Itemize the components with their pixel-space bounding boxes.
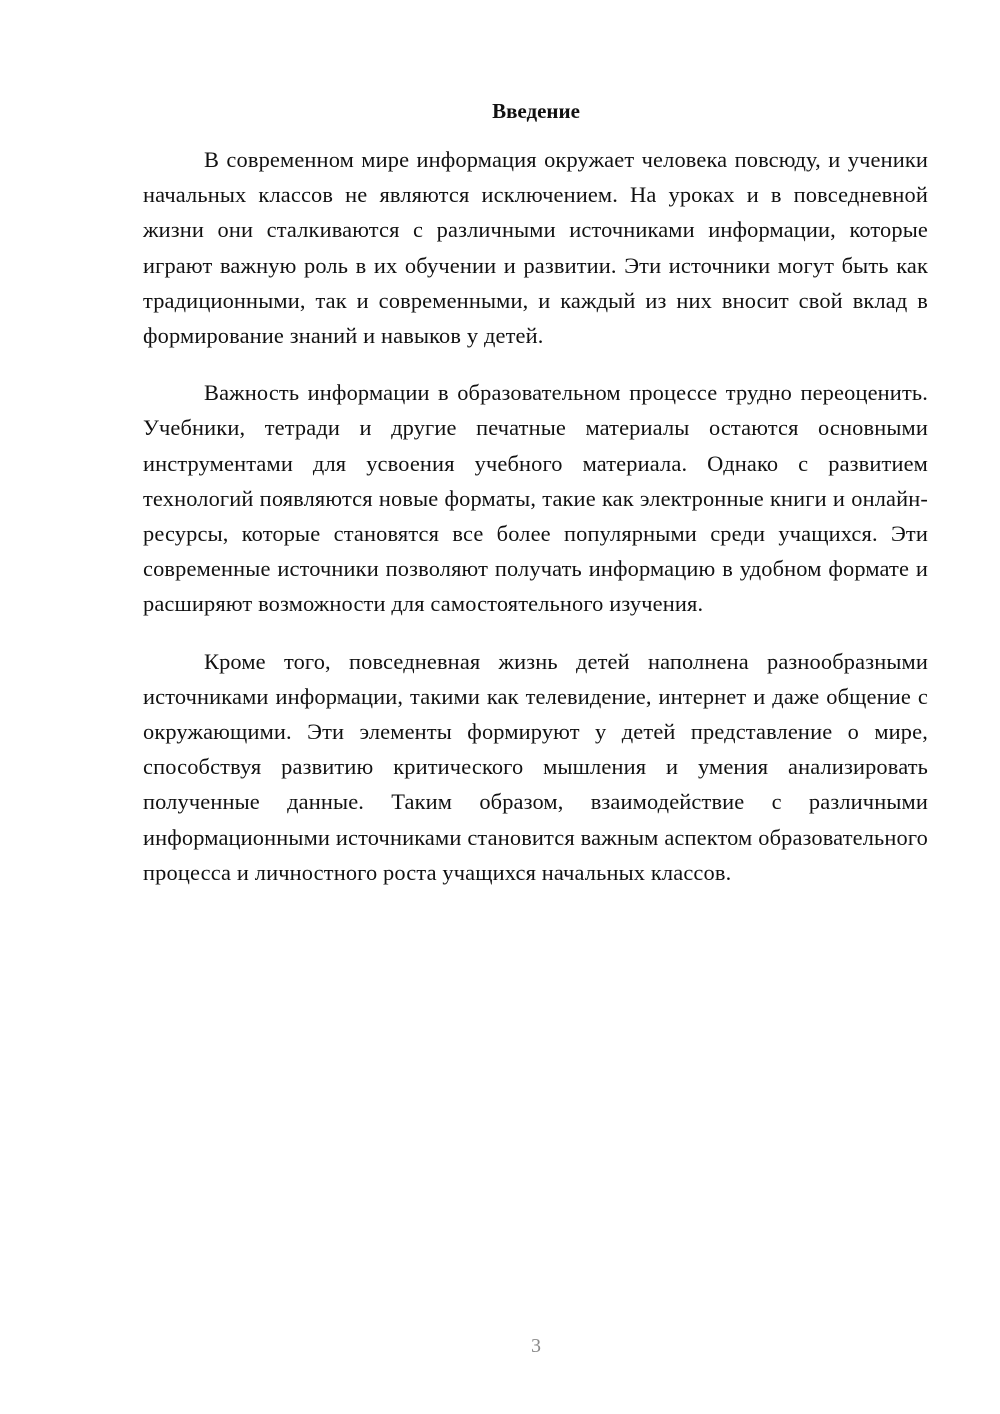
- page-title: Введение: [492, 99, 580, 123]
- paragraph-3: Кроме того, повседневная жизнь детей наполнена разнообразными источниками информации, такими как телевидение, интернет и даже общение с окружающими. Эти элементы формируют у детей представление о мире, способствуя развитию критического мышления и умения анализировать полученные данные. Таким образом, взаимодействие с различными информационными источниками становится важным аспектом образовательного процесса и личностного роста учащихся начальных классов.: [143, 648, 928, 885]
- paragraph-1: В современном мире информация окружает человека повсюду, и ученики начальных классов не являются исключением. На уроках и в повседневной жизни они сталкиваются с различными источниками информации, которые играют важную роль в их обучении и развитии. Эти источники могут быть как традиционными, так и современными, и каждый из них вносит свой вклад в формирование знаний и навыков у детей.: [143, 147, 928, 349]
- document-body: [143, 142, 928, 912]
- page-number: 3: [531, 1335, 541, 1357]
- paragraph-2: Важность информации в образовательном процессе трудно переоценить. Учебники, тетради и другие печатные материалы остаются основными инструментами для усвоения учебного материала. Однако с развитием технологий появляются новые форматы, такие как электронные книги и онлайн-ресурсы, которые становятся все более популярными среди учащихся. Эти современные источники позволяют получать информацию в удобном формате и расширяют возможности для самостоятельного изучения.: [143, 380, 928, 617]
